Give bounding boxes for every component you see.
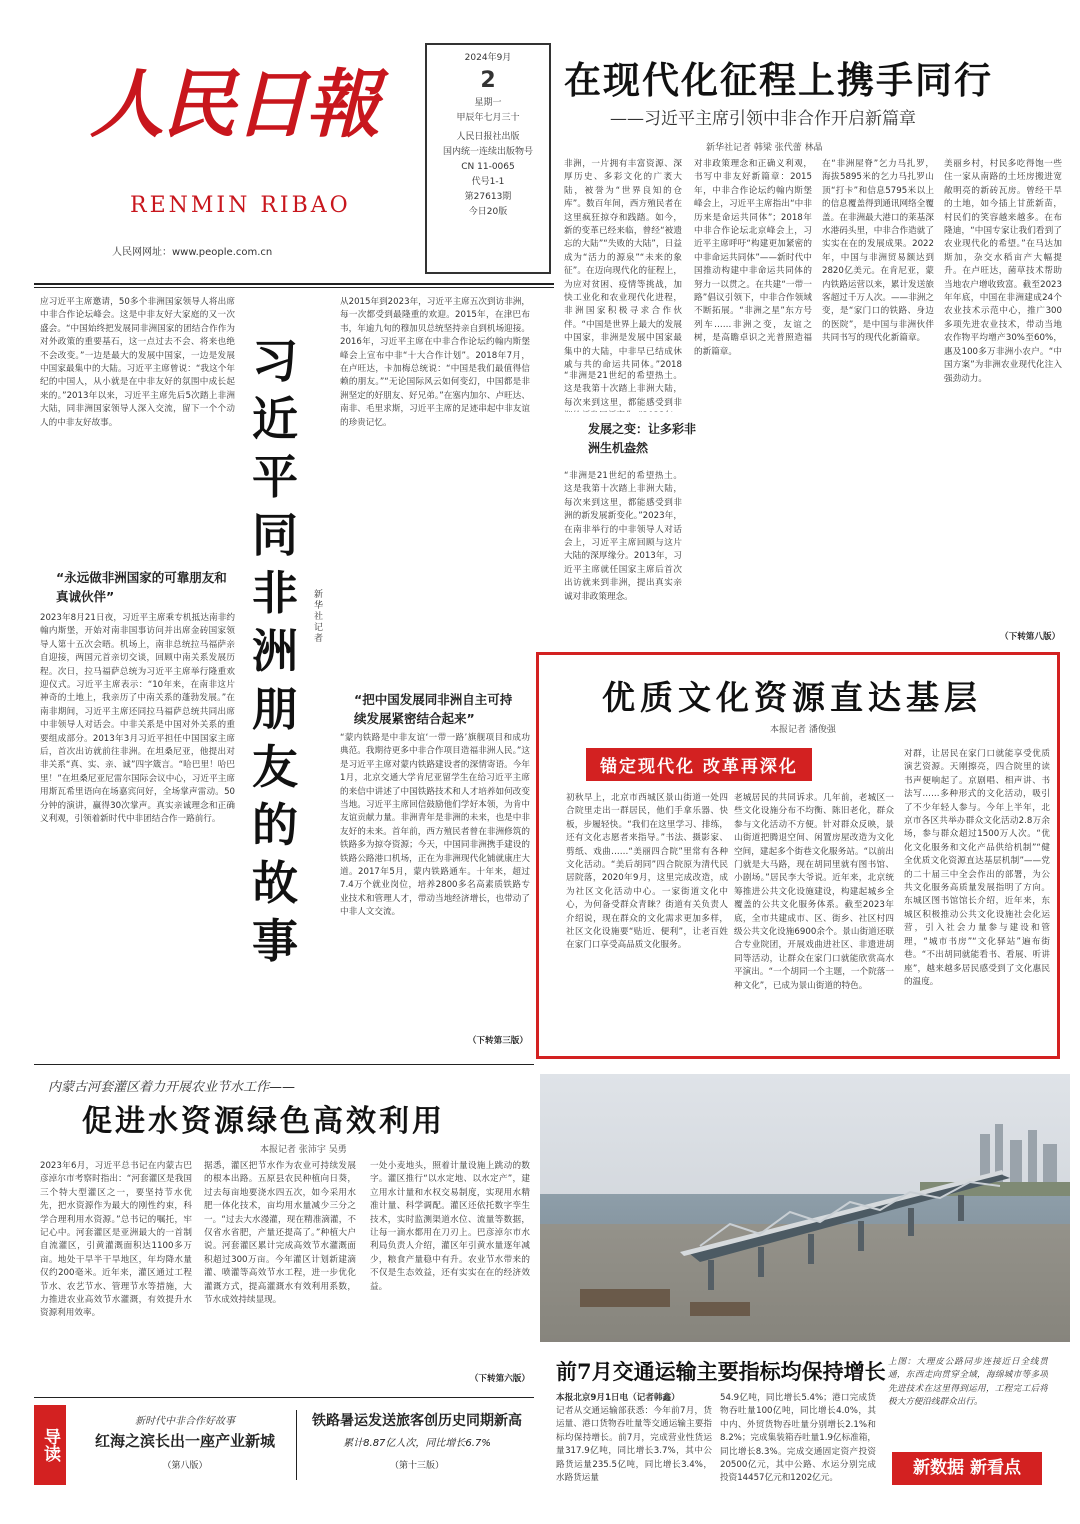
date-year-month: 2024年9月 bbox=[464, 53, 512, 63]
guide-item1-page[interactable]: （第八版） bbox=[162, 1461, 208, 1471]
issue-number: 第27613期 bbox=[464, 192, 512, 202]
code-line-3: 代号1-1 bbox=[471, 177, 505, 187]
divider bbox=[34, 283, 554, 285]
masthead-logo: 人民日報 bbox=[90, 62, 378, 148]
story-vertical-title[interactable]: 习近平同非洲朋友的故事 bbox=[252, 334, 298, 968]
lead-continue[interactable]: （下转第八版） bbox=[1000, 632, 1061, 642]
story-col1-head: “永远做非洲国家的可靠朋友和真诚伙伴” bbox=[56, 570, 227, 604]
water-col3: 一处小麦地头，照着计量设施上跳动的数字。灌区推行“以水定地、以水定产”，建立用水计量和水权交易制度，实现用水精准计量、科学调配。灌区还依托数字孪生技术，实时监测渠道水位、流量等数据，让每一滴水都用在刀刃上。巴彦淖尔市水利局负责人介绍，灌区年引黄水量逐年减少，粮食产量稳中有升。农业节水带来的不仅是生态效益，还有实实在在的经济效益。 bbox=[370, 1161, 530, 1292]
story-vertical-byline: 新华社记者 bbox=[314, 590, 324, 644]
lead-body-1: 非洲，一片拥有丰富资源、深厚历史、多彩文化的广袤大陆，被誉为“世界良知的仓库”。数百年间，西方殖民者在这里疯狂掠夺和践踏。如今，新的变革已经来临，曾经“被遗忘的大陆”“失败的大陆”，日益成为“活力的源泉”“未来的象征”。在迈向现代化的征程上，为应对贫困、疫情等挑战，加快工业化和农业现代化进程，非洲国家积极寻求合作伙伴。“中国是世界上最大的发展中国家，非洲是发展中国家最集中的大陆，中非早已结成休戚与共的命运共同体。”2018 bbox=[564, 159, 682, 370]
guide-item2-sub: 累计8.87亿人次，同比增长6.7% bbox=[343, 1438, 491, 1449]
divider bbox=[296, 1410, 297, 1480]
date-weekday: 星期一 bbox=[474, 98, 502, 108]
story-continue[interactable]: （下转第三版） bbox=[467, 1036, 528, 1046]
bridge-photo bbox=[540, 1074, 1070, 1342]
transport-col1: 记者从交通运输部获悉：今年前7月，货运量、港口货物吞吐量等交通运输主要指标均保持增长。前7月，完成营业性货运量317.9亿吨，同比增长3.7%，其中公路货运量235.5亿吨，同比增长3.4%，水路货运量 bbox=[556, 1406, 712, 1484]
water-continue[interactable]: （下转第六版） bbox=[469, 1374, 530, 1384]
water-kicker: 内蒙古河套灌区着力开展农业节水工作—— bbox=[48, 1080, 296, 1095]
lead-body-5: 美丽乡村，村民多吃得饱一些住一家从南路的土坯房搬进宽敞明亮的新砖瓦房。曾经干旱的土地，如今插上甘蔗新苗，村民们的笑容越来越多。在布隆迪，“中国专家让我们看到了农业现代化的希望。”在马达加斯加，杂交水稻亩产大幅提升。在卢旺达，菌草技术帮助当地农户增收致富。截至2023年年底，中国在非洲建成24个农业技术示范中心，推广300多项先进农业技术，带动当地农作物平均增产30%至60%，惠及100多万非洲小农户。“中国方案”为非洲农业现代化注入强劲动力。 bbox=[944, 159, 1062, 384]
lead-body-1b: “非洲是21世纪的希望热土。这是我第十次踏上非洲大陆，每次来到这里，都能感受到非 bbox=[564, 371, 682, 408]
divider bbox=[34, 1397, 534, 1398]
culture-col2: 老城居民的共同诉求。几年前，老城区一些文化设施分布不均衡、陈旧老化，群众参与文化活动不方便。针对群众反映，景山街道把腾退空间、闲置房屋改造为文化空间，建起多个街巷文化服务站。“以前出门就是大马路，现在胡同里就有图书馆、小剧场。”居民李大爷说。近年来，北京统筹推进公共文化设施建设，构建起城乡全覆盖的公共文化服务体系。截至2023年底，全市共建成市、区、街乡、社区村四级公共文化设施6900余个。景山街道还联合专业院团，开展戏曲进社区、非遗进胡同等活动，让群众在家门口就能欣赏高水平演出。“一个胡同一个主题，一个院落一种文化”，已成为景山街道的特色。 bbox=[734, 793, 894, 991]
masthead-roman: RENMIN RIBAO bbox=[130, 193, 351, 218]
guide-item1-title[interactable]: 红海之滨长出一座产业新城 bbox=[94, 1432, 275, 1450]
water-col2: 据悉，灌区把节水作为农业可持续发展的根本出路。五原县农民种植向日葵，过去每亩地要浇水四五次，如今采用水肥一体化技术，亩均用水量减少三分之一。“过去大水漫灌，现在精准滴灌，不仅省水省肥，产量还提高了。”种植大户说。河套灌区累计完成高效节水灌溉面积超过300万亩。今年灌区计划新建滴灌、喷灌等高效节水工程，进一步优化灌溉方式，提高灌溉水有效利用系数，节水成效持续显现。 bbox=[204, 1161, 356, 1306]
water-col1: 2023年6月，习近平总书记在内蒙古巴彦淖尔市考察时指出：“河套灌区是我国三个特大型灌区之一，要坚持节水优先，把水资源作为最大的刚性约束，科学合理利用水资源。”总书记的嘱托，牢记心中。河套灌区是亚洲最大的一首制自流灌区，引黄灌溉面积达1100多万亩。地处干旱半干旱地区，年均降水量仅约200毫米。近年来，灌区通过工程节水、农艺节水、管理节水等措施，大力推进农业高效节水灌溉，有效提升水资源利用效率。 bbox=[40, 1161, 192, 1319]
water-title[interactable]: 促进水资源绿色高效利用 bbox=[82, 1104, 445, 1139]
story-col1b: 2023年8月21日夜，习近平主席乘专机抵达南非约翰内斯堡，开始对南非国事访问并出席金砖国家领导人第十五次会晤。机场上，南非总统拉马福萨亲自迎接，两国元首亲切交谈，回顾中南关系发展历程。次日，拉马福萨总统为习近平主席举行隆重欢迎仪式。习近平主席表示：“10年来，在南非这片神奇的土地上，我亲历了中南关系的蓬勃发展。”在南非期间，习近平主席还同拉马福萨总统共同出席中非领导人对话会。中非关系是中国对外关系的重要组成部分。2013年3月习近平担任中国国家主席后，首次出访就前往非洲。在坦桑尼亚，他提出对非关系“真、实、亲、诚”四字箴言。“哈巴里！哈巴里！”在坦桑尼亚尼雷尔国际会议中心，习近平主席用斯瓦希里语向在场嘉宾问好，全场掌声雷动。50分钟的演讲，赢得30次掌声。真实亲诚理念和正确义利观，引领着新时代中非团结合作一路前行。 bbox=[40, 613, 235, 825]
photo-caption: 上图：大理皮公路同步连接近日全线贯通，东西走向贯穿全域，海绵城市等多项先进技术在这里得到运用，工程完工后将极大方便沿线群众出行。 bbox=[888, 1357, 1048, 1408]
date-lunar: 甲辰年七月三十 bbox=[456, 113, 520, 123]
guide-item2-page[interactable]: （第十三版） bbox=[389, 1461, 444, 1471]
culture-byline: 本报记者 潘俊强 bbox=[770, 725, 836, 735]
lead-section-head: 发展之变：让多彩非洲生机盎然 bbox=[588, 422, 697, 455]
culture-col3: 对群，让居民在家门口就能享受优质演艺资源。天刚擦亮，四合院里的读书声便响起了。京剧唱、相声讲、书法写……多种形式的文化活动，吸引了不少年轻人参与。今年上半年，北京市各区共举办群众文化活动2.8万余场，参与群众超过1500万人次。“优化文化服务和文化产品供给机制”“健全优质文化资源直达基层机制”——党的二十届三中全会作出的部署，为公共文化服务高质量发展指明了方向。东城区图书馆馆长介绍，近年来，东城区积极推动公共文化设施社会化运营，引入社会力量参与建设和管理，“城市书房”“文化驿站”遍布街巷。“不出胡同就能看书、看展、听讲座”，越来越多居民感受到了文化惠民的温度。 bbox=[904, 749, 1050, 987]
lead-byline: 新华社记者 韩梁 张代蕾 林晶 bbox=[706, 143, 823, 153]
transport-byline: 本报北京9月1日电（记者韩鑫） bbox=[556, 1393, 680, 1403]
date-day: 2 bbox=[480, 68, 496, 93]
lead-body-2: “非洲是21世纪的希望热土。这是我第十次踏上非洲大陆，每次来到这里，都能感受到非洲的新发展新变化。”2023年，在南非举行的中非领导人对话会上，习近平主席回顾与这片大陆的深厚缘分。2013年，习近平主席就任国家主席后首次出访就来到非洲，提出真实亲诚对非政策理念。 bbox=[564, 471, 682, 602]
lead-subtitle: ——习近平主席引领中非合作开启新篇章 bbox=[610, 109, 916, 129]
culture-tag: 锚定现代化 改革再深化 bbox=[586, 748, 812, 781]
transport-col2: 54.9亿吨，同比增长5.4%；港口完成货物吞吐量100亿吨，同比增长4.0%，其中内、外贸货物吞吐量分别增长2.1%和8.2%；完成集装箱吞吐量1.9亿标准箱，同比增长8.3%。完成交通固定资产投资20500亿元，其中公路、水运分别完成投资14457亿元和1202亿元。 bbox=[720, 1393, 876, 1484]
lead-title[interactable]: 在现代化征程上携手同行 bbox=[564, 58, 993, 102]
publisher: 人民日报社出版 bbox=[456, 132, 520, 142]
guide-item2-title[interactable]: 铁路暑运发送旅客创历史同期新高 bbox=[312, 1413, 522, 1429]
divider bbox=[34, 287, 554, 288]
page-count: 今日20版 bbox=[468, 207, 508, 217]
new-data-badge[interactable]: 新数据 新看点 bbox=[892, 1452, 1042, 1485]
divider bbox=[34, 1064, 534, 1065]
story-col2-head: “把中国发展同非洲自主可持续发展紧密结合起来” bbox=[354, 692, 513, 726]
code-line-2: CN 11-0065 bbox=[461, 162, 515, 172]
culture-title[interactable]: 优质文化资源直达基层 bbox=[602, 678, 982, 717]
lead-body-4: 在“非洲屋脊”乞力马扎罗，海拔5895米的乞力马扎罗山顶“打卡”和信息5795米以上的信息覆盖得到通讯网络全覆盖。在非洲最大港口的莱基深水港码头里，中非合作造就了实实在在的发展成果。2022年，中国与非洲贸易额达到2820亿美元。在肯尼亚，蒙内铁路运营以来，累计发送旅客超过千万人次。——非洲之变，是“家门口的铁路、身边的医院”，是中国与非洲伙伴共同书写的现代化新篇章。 bbox=[822, 159, 934, 344]
story-col2: 从2015年到2023年，习近平主席五次到访非洲，每一次都受到最隆重的欢迎。2015年，在津巴布韦，年逾九旬的穆加贝总统坚持亲自到机场迎接。2016年，习近平主席在中非合作论坛约翰内斯堡峰会上宣布中非“十大合作计划”。2018年7月，在卢旺达，卡加梅总统说：“中国是我们最值得信赖的朋友。”“无论国际风云如何变幻，中国都是非洲坚定的好朋友、好兄弟。”在塞内加尔、卢旺达、南非、毛里求斯，习近平主席的足迹串起中非友谊的珍贵记忆。 bbox=[340, 297, 530, 428]
guide-item1-kicker: 新时代中非合作好故事 bbox=[135, 1416, 235, 1427]
code-line-1: 国内统一连续出版物号 bbox=[442, 147, 533, 157]
story-col2b: “蒙内铁路是中非友谊‘一带一路’旗舰项目和成功典范。我期待更多中非合作项目造福非洲人民。”这是习近平主席对蒙内铁路建设者的深情寄语。今年1月，北京交通大学肯尼亚留学生在给习近平主席的来信中讲述了中国铁路技术和人才培养如何改变当地。习近平主席回信鼓励他们学好本领，为肯中友谊贡献力量。非洲青年是非洲的未来，也是中非友好的未来。首年前，西方殖民者曾在非洲修筑的铁路多为掠夺资源；今天，中国同非洲携手建设的铁路公路港口机场，正在为非洲现代化铺就康庄大道。2017年5月，蒙内铁路通车。十年来，超过7.4万个就业岗位，培养2800多名高素质铁路专业技术和管理人才，带动当地经济增长，也带动了中非人文交流。 bbox=[340, 733, 530, 918]
date-box bbox=[425, 43, 551, 274]
culture-col1: 初秋早上，北京市西城区景山街道一处四合院里走出一群居民，他们手拿乐器、快板，步履轻快。“我们在这里学习、排练，还有文化志愿者来指导。”书法、摄影家、剪纸、戏曲……“美丽四合院”里常有各种文化活动。“美后胡同”四合院原为清代民居院落，2020年9月，这里完成改造，成为社区文化活动中心。一家街道文化中心，为何备受群众青睐？街道有关负责人介绍说，现在群众的文化需求更加多样，社区文化设施要“贴近、便利”，让老百姓在家门口享受高品质文化服务。 bbox=[566, 793, 728, 951]
story-col1: 应习近平主席邀请，50多个非洲国家领导人将出席中非合作论坛峰会。这是中非友好大家庭的又一次盛会。“中国始终把发展同非洲国家的团结合作作为对外政策的重要基石，这一点过去不会、将来也绝不会改变。”一边是最大的发展中国家，一边是发展中国家最集中的大陆。习近平主席曾说：“我这个年纪的中国人，从小就是在中非友好的氛围中成长起来的。”2013年以来，习近平主席先后5次踏上非洲大陆，同非洲国家领导人深入交流，留下一个个动人的中非友好故事。 bbox=[40, 297, 235, 428]
water-byline: 本报记者 张沛宇 吴勇 bbox=[260, 1145, 347, 1155]
website-line[interactable]: 人民网网址：www.people.com.cn bbox=[112, 247, 273, 258]
transport-title[interactable]: 前7月交通运输主要指标均保持增长 bbox=[556, 1359, 886, 1384]
lead-body-3: 对非政策理念和正确义利观，书写中非友好新篇章：2015年，中非合作论坛约翰内斯堡峰会上，习近平主席指出“中非历来是命运共同体”；2018年中非合作论坛北京峰会上，习近平主席呼吁“构建更加紧密的中非命运共同体”——新时代中国推动构建中非命运共同体的努力一以贯之。在共建“一带一路”倡议引领下，中非合作领域不断拓展。“非洲之星”东方号列车……非洲之变，友谊之树，是高瞻卓识之光普照造福的新篇章。 bbox=[694, 159, 812, 357]
guide-label: 导读 bbox=[34, 1405, 66, 1485]
